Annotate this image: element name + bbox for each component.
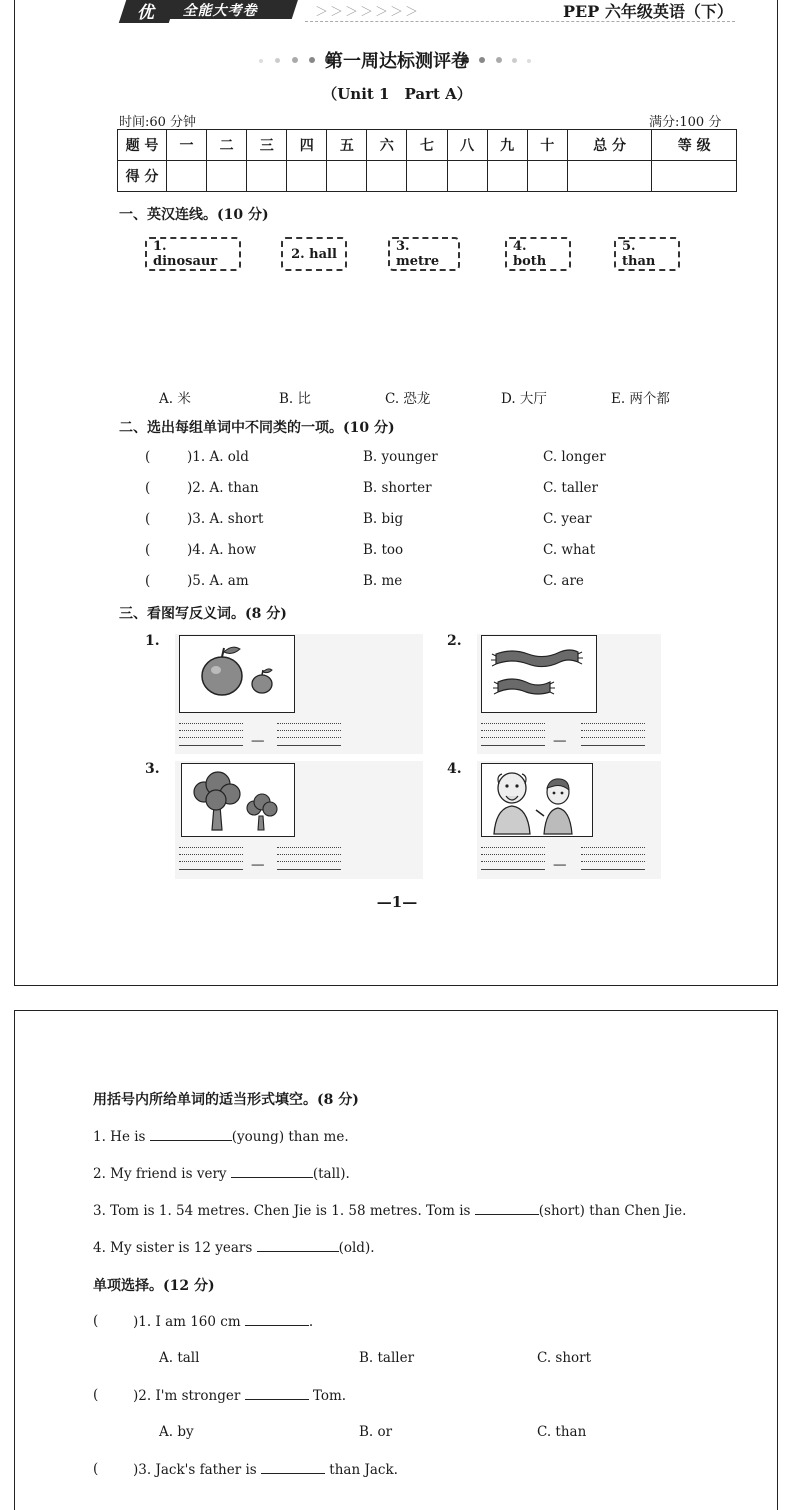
answer-line-dotted[interactable] bbox=[179, 730, 243, 731]
answer-line[interactable] bbox=[277, 745, 341, 746]
brand-badge-text: 优 bbox=[136, 3, 154, 23]
question-text: )3. Jack's father is bbox=[133, 1462, 262, 1478]
answer-line-dotted[interactable] bbox=[581, 861, 645, 862]
match-word-box[interactable]: 4. both bbox=[505, 237, 571, 271]
question-option-c: C. taller bbox=[543, 480, 598, 496]
question-option-b: B. big bbox=[363, 511, 404, 527]
score-cell[interactable] bbox=[167, 161, 207, 192]
question-option-b: B. me bbox=[363, 573, 403, 589]
answer-line[interactable] bbox=[481, 869, 545, 870]
choice-option-a[interactable]: A. by bbox=[159, 1424, 194, 1440]
answer-line-dotted[interactable] bbox=[277, 847, 341, 848]
answer-line-dotted[interactable] bbox=[277, 723, 341, 724]
question-text: (tall). bbox=[312, 1166, 350, 1182]
question-text: 1. He is bbox=[93, 1129, 150, 1145]
answer-line-dotted[interactable] bbox=[581, 730, 645, 731]
answer-line-dotted[interactable] bbox=[277, 730, 341, 731]
score-cell[interactable] bbox=[207, 161, 247, 192]
section5-heading: 单项选择。(12 分) bbox=[93, 1278, 215, 1294]
picture-question-number: 3. bbox=[145, 761, 160, 777]
score-table-score-row bbox=[118, 161, 737, 192]
answer-blank[interactable] bbox=[245, 1387, 309, 1400]
answer-line-dotted[interactable] bbox=[581, 737, 645, 738]
answer-line-dotted[interactable] bbox=[179, 847, 243, 848]
answer-line-dotted[interactable] bbox=[481, 737, 545, 738]
score-header-cell: 八 bbox=[447, 130, 487, 161]
answer-line[interactable] bbox=[581, 869, 645, 870]
question-option-c: C. are bbox=[543, 573, 584, 589]
section2-heading: 二、选出每组单词中不同类的一项。(10 分) bbox=[119, 420, 395, 436]
exam-title: 第一周达标测评卷 bbox=[325, 51, 469, 72]
score-header-cell: 题 号 bbox=[118, 130, 167, 161]
fill-blank-question bbox=[93, 1165, 350, 1182]
scarf-icon bbox=[482, 636, 596, 712]
answer-line-dotted[interactable] bbox=[179, 723, 243, 724]
score-table bbox=[117, 129, 737, 192]
question-option-b: B. too bbox=[363, 542, 404, 558]
score-cell[interactable] bbox=[527, 161, 567, 192]
header-divider bbox=[305, 21, 735, 22]
section4-heading: 用括号内所给单词的适当形式填空。(8 分) bbox=[93, 1092, 359, 1108]
score-header-cell: 三 bbox=[247, 130, 287, 161]
answer-line-dotted[interactable] bbox=[481, 854, 545, 855]
answer-line-dotted[interactable] bbox=[179, 737, 243, 738]
question-option-c: C. what bbox=[543, 542, 596, 558]
scarves-picture bbox=[481, 635, 597, 713]
answer-paren[interactable]: ( bbox=[93, 1313, 99, 1329]
answer-line[interactable] bbox=[277, 869, 341, 870]
question-option-c: C. longer bbox=[543, 449, 606, 465]
answer-blank[interactable] bbox=[257, 1239, 339, 1252]
answer-blank[interactable] bbox=[475, 1202, 539, 1215]
choice-question-stem bbox=[133, 1461, 398, 1478]
answer-paren[interactable]: ( bbox=[145, 542, 151, 558]
answer-paren[interactable]: ( bbox=[145, 449, 151, 465]
score-header-cell: 一 bbox=[167, 130, 207, 161]
score-header-cell: 六 bbox=[367, 130, 407, 161]
dash-separator: — bbox=[553, 857, 567, 873]
question-text: 4. My sister is 12 years bbox=[93, 1240, 257, 1256]
answer-blank[interactable] bbox=[261, 1461, 325, 1474]
answer-line-dotted[interactable] bbox=[581, 847, 645, 848]
picture-question-number: 1. bbox=[145, 633, 160, 649]
match-meaning[interactable]: A. 米 bbox=[159, 391, 191, 407]
tree-icon bbox=[182, 764, 294, 836]
answer-line-dotted[interactable] bbox=[481, 861, 545, 862]
choice-option-c[interactable]: C. short bbox=[537, 1350, 592, 1366]
match-word-box[interactable]: 1. dinosaur bbox=[145, 237, 241, 271]
score-cell[interactable] bbox=[487, 161, 527, 192]
answer-line-dotted[interactable] bbox=[581, 854, 645, 855]
people-picture bbox=[481, 763, 593, 837]
dash-separator: — bbox=[251, 733, 265, 749]
apples-picture bbox=[179, 635, 295, 713]
question-text: 3. Tom is 1. 54 metres. Chen Jie is 1. 58 metres. Tom is bbox=[93, 1203, 475, 1219]
brand-bar bbox=[166, 0, 298, 19]
section1-heading: 一、英汉连线。(10 分) bbox=[119, 207, 269, 223]
picture-question-number: 2. bbox=[447, 633, 462, 649]
question-option-b: B. shorter bbox=[363, 480, 432, 496]
answer-line-dotted[interactable] bbox=[581, 723, 645, 724]
answer-line[interactable] bbox=[179, 745, 243, 746]
question-option-a: )3. A. short bbox=[187, 511, 264, 527]
answer-line[interactable] bbox=[581, 745, 645, 746]
choice-option-c[interactable]: C. than bbox=[537, 1424, 587, 1440]
page-number: —1— bbox=[376, 893, 418, 911]
question-text: )1. I am 160 cm bbox=[133, 1314, 245, 1330]
score-header-cell: 九 bbox=[487, 130, 527, 161]
score-cell[interactable] bbox=[407, 161, 447, 192]
question-option-a: )2. A. than bbox=[187, 480, 259, 496]
series-title: PEP 六年级英语（下） bbox=[563, 2, 733, 21]
answer-line-dotted[interactable] bbox=[277, 861, 341, 862]
exam-page-1 bbox=[14, 0, 778, 986]
fill-blank-question bbox=[93, 1128, 349, 1145]
score-cell[interactable] bbox=[327, 161, 367, 192]
answer-paren[interactable]: ( bbox=[93, 1387, 99, 1403]
choice-question-stem bbox=[133, 1387, 346, 1404]
question-option-a: )5. A. am bbox=[187, 573, 249, 589]
answer-line-dotted[interactable] bbox=[481, 847, 545, 848]
choice-option-b[interactable]: B. taller bbox=[359, 1350, 415, 1366]
answer-line-dotted[interactable] bbox=[179, 861, 243, 862]
answer-line-dotted[interactable] bbox=[481, 730, 545, 731]
score-header-cell: 七 bbox=[407, 130, 447, 161]
old-man-and-boy-icon bbox=[482, 764, 592, 836]
answer-line[interactable] bbox=[179, 869, 243, 870]
apple-icon bbox=[180, 636, 294, 712]
answer-paren[interactable]: ( bbox=[145, 511, 151, 527]
score-cell[interactable] bbox=[567, 161, 652, 192]
question-text: . bbox=[308, 1314, 314, 1330]
match-meaning[interactable]: C. 恐龙 bbox=[385, 391, 431, 407]
dash-separator: — bbox=[251, 857, 265, 873]
score-header-cell: 四 bbox=[287, 130, 327, 161]
score-table-header-row bbox=[118, 130, 737, 161]
brand-logo bbox=[123, 0, 293, 21]
match-meaning[interactable]: E. 两个都 bbox=[611, 391, 670, 407]
answer-line[interactable] bbox=[481, 745, 545, 746]
dash-separator: — bbox=[553, 733, 567, 749]
score-header-cell: 十 bbox=[527, 130, 567, 161]
question-text: (young) than me. bbox=[231, 1129, 349, 1145]
trees-picture bbox=[181, 763, 295, 837]
header-arrows: ＞＞＞＞＞＞＞ bbox=[315, 5, 421, 20]
question-text: Tom. bbox=[308, 1388, 347, 1404]
choice-option-b[interactable]: B. or bbox=[359, 1424, 393, 1440]
match-word-box[interactable]: 2. hall bbox=[281, 237, 347, 271]
fill-blank-question bbox=[93, 1239, 375, 1256]
score-header-cell: 二 bbox=[207, 130, 247, 161]
question-option-b: B. younger bbox=[363, 449, 438, 465]
question-option-a: )4. A. how bbox=[187, 542, 257, 558]
match-word-box[interactable]: 3. metre bbox=[388, 237, 460, 271]
question-option-c: C. year bbox=[543, 511, 592, 527]
question-option-a: )1. A. old bbox=[187, 449, 249, 465]
match-word-box[interactable]: 5. than bbox=[614, 237, 680, 271]
match-meaning[interactable]: D. 大厅 bbox=[501, 391, 547, 407]
exam-page-2 bbox=[14, 1010, 778, 1510]
answer-paren[interactable]: ( bbox=[145, 573, 151, 589]
score-header-cell: 总 分 bbox=[567, 130, 652, 161]
answer-blank[interactable] bbox=[150, 1128, 232, 1141]
question-text: than Jack. bbox=[325, 1462, 398, 1478]
score-cell[interactable] bbox=[287, 161, 327, 192]
score-cell[interactable] bbox=[247, 161, 287, 192]
answer-paren[interactable]: ( bbox=[93, 1461, 99, 1477]
exam-time: 时间:60 分钟 bbox=[119, 115, 197, 130]
answer-paren[interactable]: ( bbox=[145, 480, 151, 496]
answer-line-dotted[interactable] bbox=[277, 854, 341, 855]
exam-full-score: 满分:100 分 bbox=[649, 115, 722, 130]
score-cell[interactable] bbox=[447, 161, 487, 192]
answer-blank[interactable] bbox=[245, 1313, 309, 1326]
exam-subtitle: （Unit 1 Part A） bbox=[322, 85, 472, 103]
score-cell[interactable] bbox=[652, 161, 737, 192]
answer-line-dotted[interactable] bbox=[179, 854, 243, 855]
choice-option-a[interactable]: A. tall bbox=[159, 1350, 200, 1366]
answer-line-dotted[interactable] bbox=[277, 737, 341, 738]
score-header-cell: 等 级 bbox=[652, 130, 737, 161]
question-text: 2. My friend is very bbox=[93, 1166, 231, 1182]
section3-heading: 三、看图写反义词。(8 分) bbox=[119, 606, 287, 622]
fill-blank-question bbox=[93, 1202, 686, 1219]
choice-question-stem bbox=[133, 1313, 313, 1330]
score-row-label: 得 分 bbox=[118, 161, 167, 192]
picture-question-number: 4. bbox=[447, 761, 462, 777]
answer-blank[interactable] bbox=[231, 1165, 313, 1178]
score-cell[interactable] bbox=[367, 161, 407, 192]
score-header-cell: 五 bbox=[327, 130, 367, 161]
question-text: (old). bbox=[338, 1240, 375, 1256]
question-text: )2. I'm stronger bbox=[133, 1388, 245, 1404]
match-meaning[interactable]: B. 比 bbox=[279, 391, 312, 407]
answer-line-dotted[interactable] bbox=[481, 723, 545, 724]
brand-name: 全能大考卷 bbox=[182, 3, 258, 19]
question-text: (short) than Chen Jie. bbox=[538, 1203, 687, 1219]
